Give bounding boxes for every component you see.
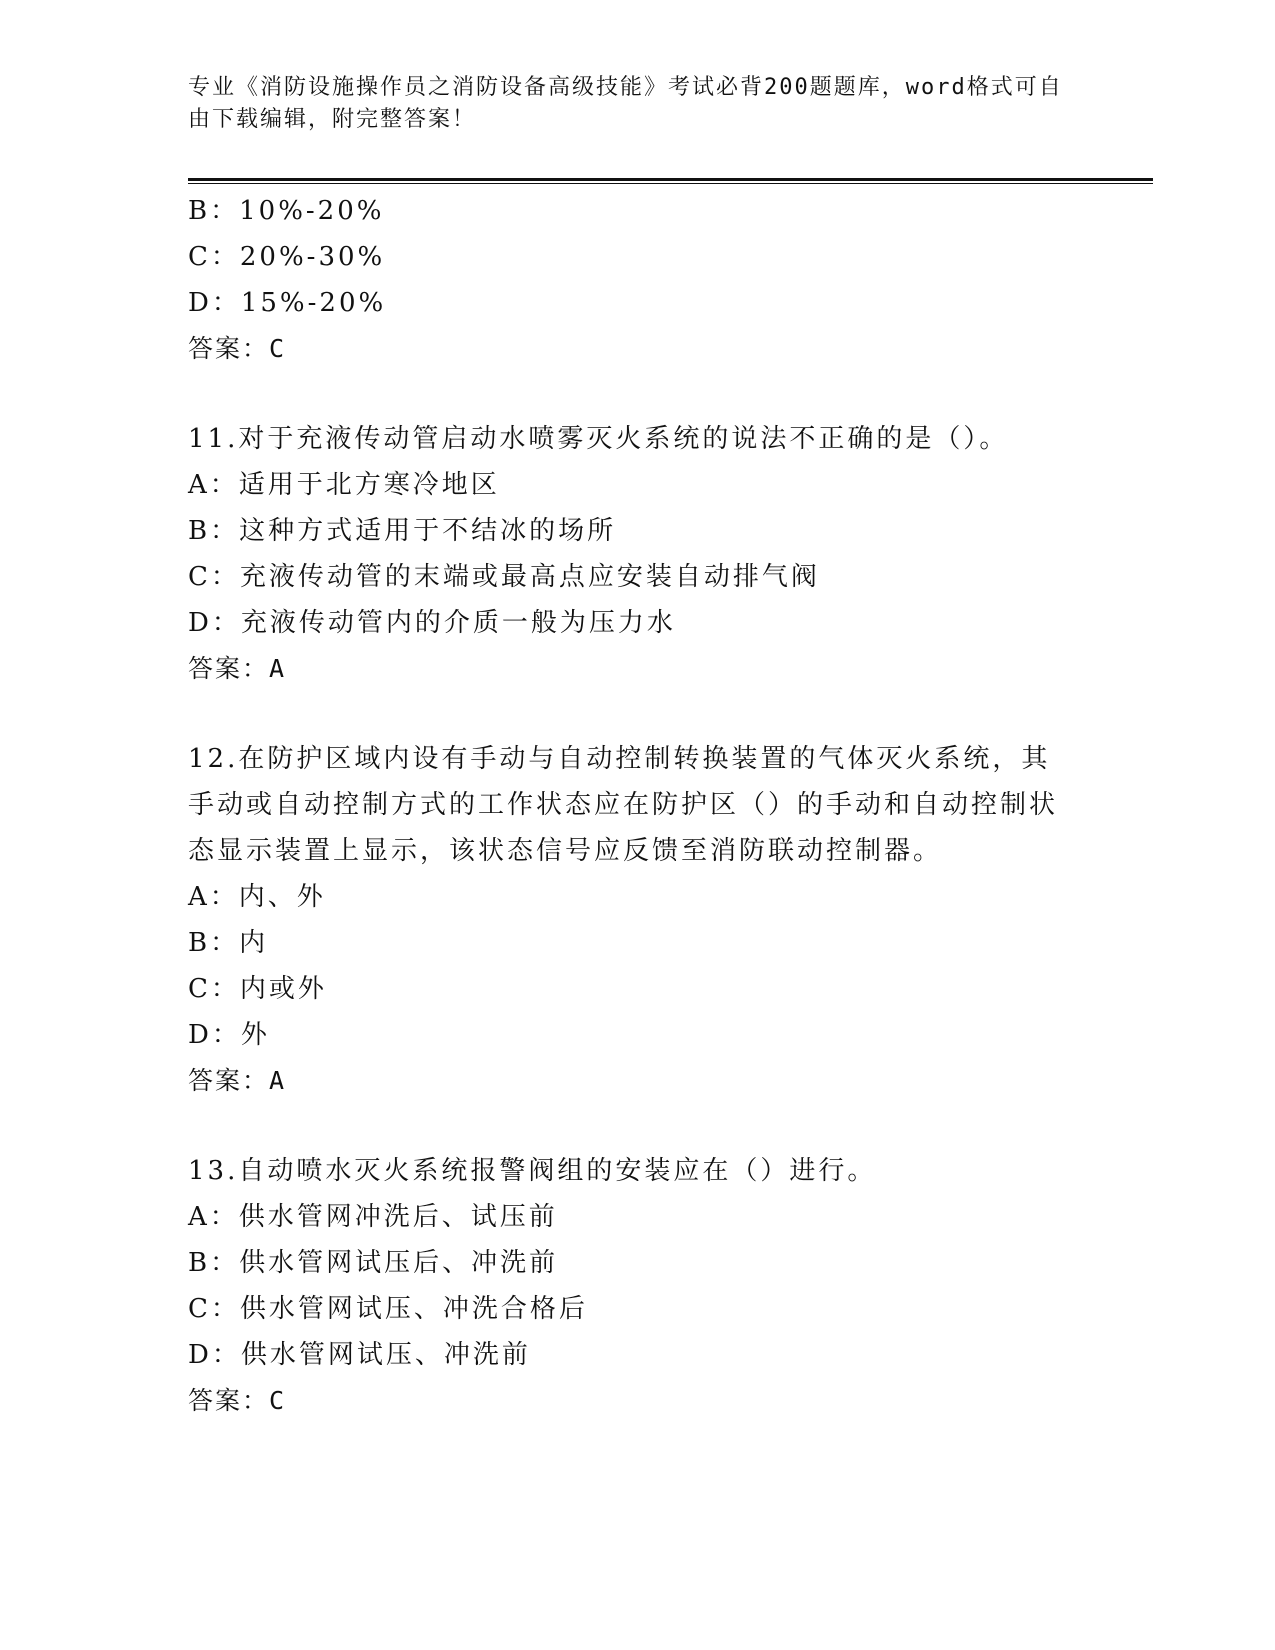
answer-line: 答案：C [188,1386,287,1415]
option-c: C：充液传动管的末端或最高点应安装自动排气阀 [188,562,820,592]
answer-line: 答案：A [188,1066,287,1095]
option-d: D：供水管网试压、冲洗前 [188,1340,531,1370]
option-d: D：15%-20% [188,288,387,318]
option-d: D：充液传动管内的介质一般为压力水 [188,608,676,638]
header-divider [188,178,1153,181]
question-stem: 13.自动喷水灭火系统报警阀组的安装应在（）进行。 [188,1156,877,1186]
option-b: B：这种方式适用于不结冰的场所 [188,516,617,546]
option-d: D：外 [188,1020,270,1050]
answer-line: 答案：A [188,654,287,683]
option-c: C：20%-30% [188,242,386,272]
option-a: A：内、外 [188,882,326,912]
question-12 [188,736,1088,1104]
header-divider-thin [188,183,1153,184]
option-a: A：适用于北方寒冷地区 [188,470,500,500]
question-stem: 11.对于充液传动管启动水喷雾灭火系统的说法不正确的是（）。 [188,424,1009,454]
question-10-remainder [188,188,1088,372]
question-13 [188,1148,1088,1424]
option-c: C：供水管网试压、冲洗合格后 [188,1294,588,1324]
option-c: C：内或外 [188,974,327,1004]
option-b: B：10%-20% [188,196,385,226]
question-11 [188,416,1088,692]
document-header: 专业《消防设施操作员之消防设备高级技能》考试必背200题题库，word格式可自由下载编辑，附完整答案！ [188,75,1063,132]
option-b: B：内 [188,928,269,958]
option-a: A：供水管网冲洗后、试压前 [188,1202,558,1232]
document-body [188,188,1088,1424]
option-b: B：供水管网试压后、冲洗前 [188,1248,559,1278]
answer-line: 答案：C [188,334,287,363]
question-stem: 12.在防护区域内设有手动与自动控制转换装置的气体灭火系统，其手动或自动控制方式的工作状态应在防护区（）的手动和自动控制状态显示装置上显示，该状态信号应反馈至消防联动控制器。 [188,744,1059,866]
